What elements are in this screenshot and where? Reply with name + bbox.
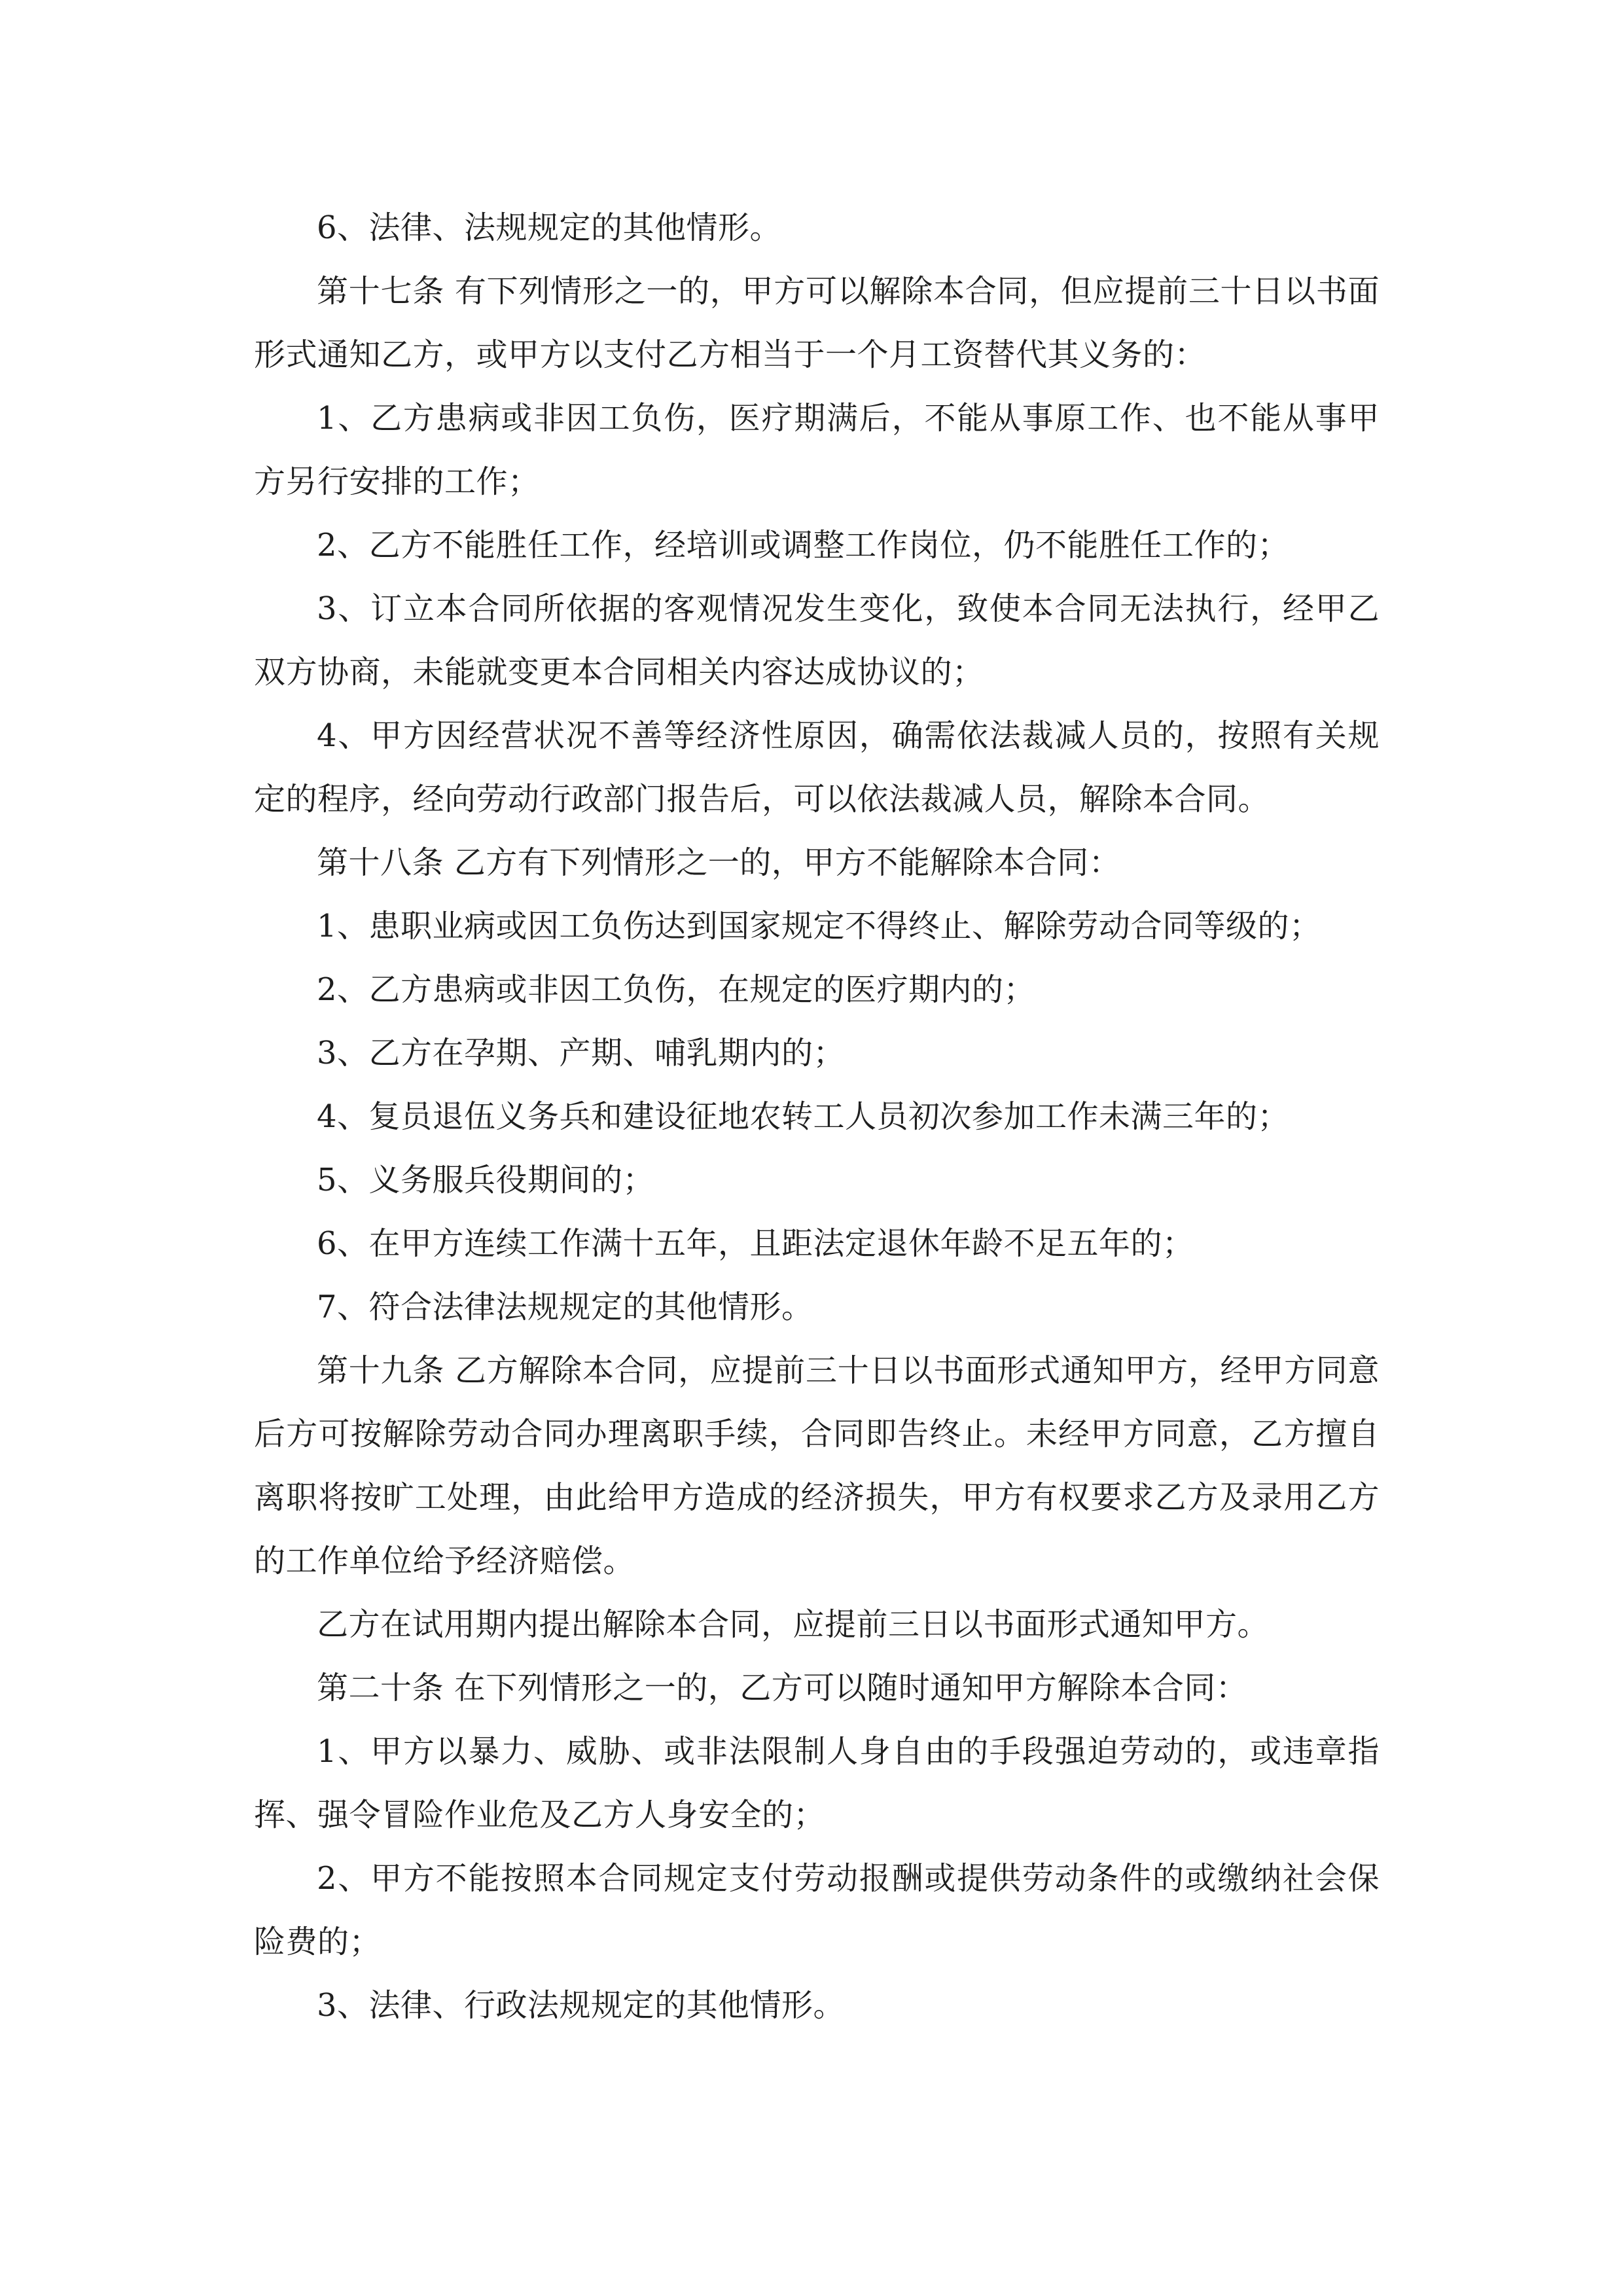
paragraph-article-18-item-5: 5、义务服兵役期间的； — [317, 1162, 655, 1198]
paragraph-article-19-probation: 乙方在试用期内提出解除本合同，应提前三日以书面形式通知甲方。 — [317, 1606, 1270, 1643]
paragraph-article-20-item-1: 1、甲方以暴力、威胁、或非法限制人身自由的手段强迫劳动的，或违章指挥、强令冒险作业危及乙方人身安全的； — [254, 1733, 1380, 1833]
paragraph-article-18-item-7: 7、符合法律法规规定的其他情形。 — [317, 1289, 813, 1325]
paragraph-article-18-item-1: 1、患职业病或因工负伤达到国家规定不得终止、解除劳动合同等级的； — [317, 908, 1321, 944]
document-body — [254, 196, 1380, 2037]
paragraph-article-20-item-3: 3、法律、行政法规规定的其他情形。 — [317, 1987, 846, 2024]
paragraph-article-17-item-1: 1、乙方患病或非因工负伤，医疗期满后，不能从事原工作、也不能从事甲方另行安排的工作； — [254, 400, 1380, 500]
paragraph-article-20-item-2: 2、甲方不能按照本合同规定支付劳动报酬或提供劳动条件的或缴纳社会保险费的； — [254, 1860, 1380, 1960]
paragraph-article-18-item-4: 4、复员退伍义务兵和建设征地农转工人员初次参加工作未满三年的； — [317, 1098, 1290, 1135]
paragraph-article-20: 第二十条 在下列情形之一的，乙方可以随时通知甲方解除本合同： — [317, 1670, 1248, 1706]
paragraph-article-18-item-2: 2、乙方患病或非因工负伤，在规定的医疗期内的； — [317, 971, 1036, 1008]
paragraph-article-18-item-6: 6、在甲方连续工作满十五年，且距法定退休年龄不足五年的； — [317, 1225, 1194, 1262]
paragraph-article-18: 第十八条 乙方有下列情形之一的，甲方不能解除本合同： — [317, 844, 1121, 881]
paragraph-article-18-item-3: 3、乙方在孕期、产期、哺乳期内的； — [317, 1035, 846, 1071]
paragraph-clause-16-item-6: 6、法律、法规规定的其他情形。 — [317, 209, 782, 246]
paragraph-article-17-item-3: 3、订立本合同所依据的客观情况发生变化，致使本合同无法执行，经甲乙双方协商，未能就变更本合同相关内容达成协议的； — [254, 590, 1380, 691]
paragraph-article-17-item-4: 4、甲方因经营状况不善等经济性原因，确需依法裁减人员的，按照有关规定的程序，经向劳动行政部门报告后，可以依法裁减人员，解除本合同。 — [254, 717, 1380, 817]
paragraph-article-19: 第十九条 乙方解除本合同，应提前三十日以书面形式通知甲方，经甲方同意后方可按解除劳动合同办理离职手续，合同即告终止。未经甲方同意，乙方擅自离职将按旷工处理，由此给甲方造成的经济损失，甲方有权要求乙方及录用乙方的工作单位给予经济赔偿。 — [254, 1352, 1380, 1579]
paragraph-article-17-item-2: 2、乙方不能胜任工作，经培训或调整工作岗位，仍不能胜任工作的； — [317, 527, 1290, 564]
paragraph-article-17: 第十七条 有下列情形之一的，甲方可以解除本合同，但应提前三十日以书面形式通知乙方，或甲方以支付乙方相当于一个月工资替代其义务的： — [254, 273, 1380, 373]
